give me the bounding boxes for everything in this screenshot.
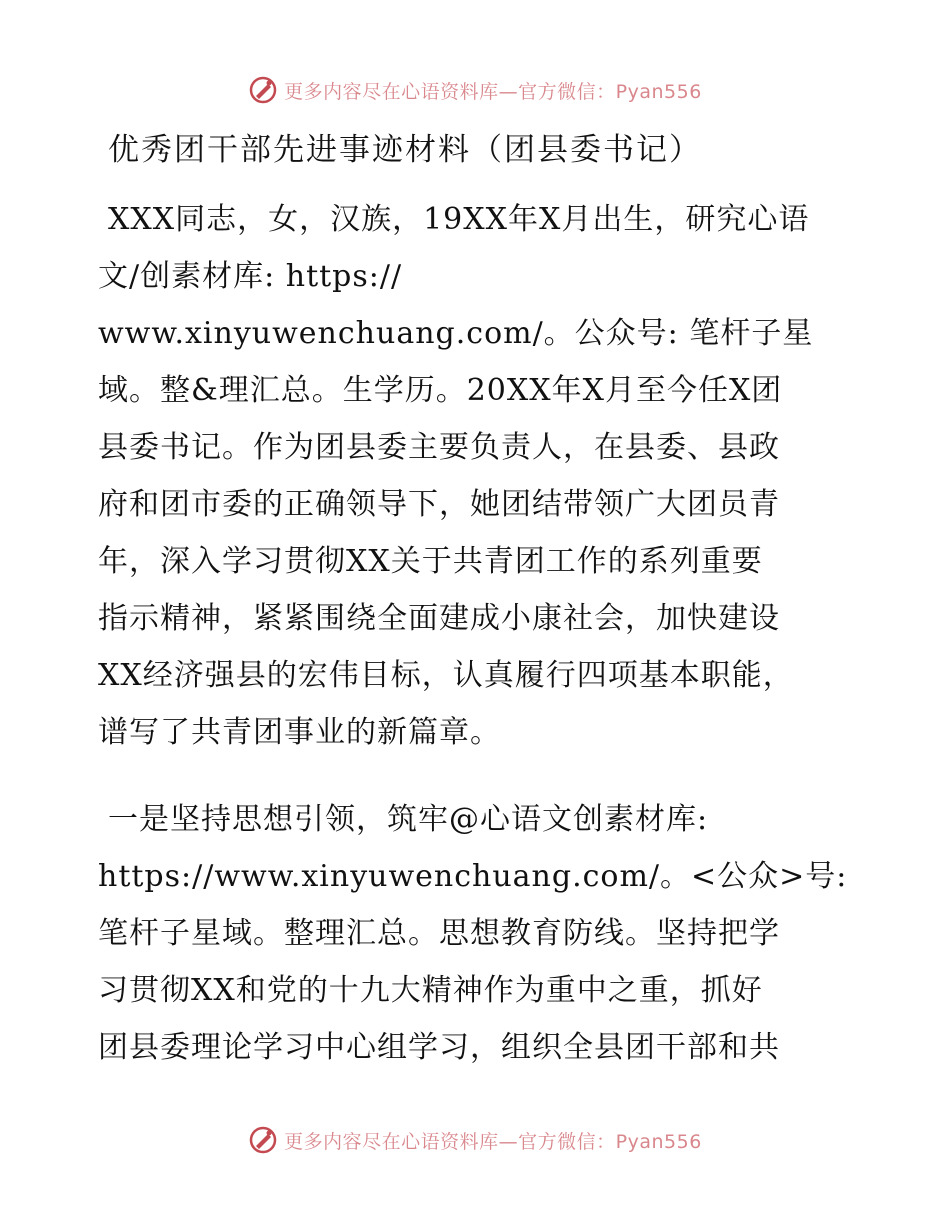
paragraph-line: 府和团市委的正确领导下，她团结带领广大团员青: [98, 487, 780, 522]
watermark-text: 更多内容尽在心语资料库—官方微信：Pyan556: [284, 1130, 702, 1153]
document-title: 优秀团干部先进事迹材料（团县委书记）: [108, 132, 702, 168]
paragraph-line: 文/创素材库: https://: [98, 259, 403, 294]
paragraph-line: 笔杆子星域。整理汇总。思想教育防线。坚持把学: [98, 916, 780, 951]
paragraph-line: 团县委理论学习中心组学习，组织全县团干部和共: [98, 1030, 780, 1065]
paragraph-line: 习贯彻XX和党的十九大精神作为重中之重，抓好: [98, 973, 763, 1008]
paragraph-line: 县委书记。作为团县委主要负责人，在县委、县政: [98, 430, 780, 465]
paragraph-line: XX经济强县的宏伟目标，认真履行四项基本职能，: [98, 658, 794, 693]
paragraph-line: 年，深入学习贯彻XX关于共青团工作的系列重要: [98, 544, 763, 579]
paragraph-line: 指示精神，紧紧围绕全面建成小康社会，加快建设: [98, 601, 780, 636]
paragraph-2: [98, 791, 858, 1076]
paragraph-line: XXX同志，女，汉族，19XX年X月出生，研究心语: [108, 202, 810, 237]
paragraph-line: 谱写了共青团事业的新篇章。: [98, 715, 501, 750]
paragraph-line: 一是坚持思想引领，筑牢@心语文创素材库:: [108, 802, 709, 837]
watermark-banner-top: [0, 70, 950, 110]
watermark-logo-icon: [248, 75, 278, 105]
paragraph-line: https://www.xinyuwenchuang.com/。<公众>号:: [98, 859, 848, 894]
watermark-text: 更多内容尽在心语资料库—官方微信：Pyan556: [284, 80, 702, 103]
paragraph-1: [98, 191, 858, 761]
paragraph-line: www.xinyuwenchuang.com/。公众号: 笔杆子星: [98, 316, 814, 351]
watermark-banner-bottom: [0, 1120, 950, 1160]
paragraph-line: 域。整&理汇总。生学历。20XX年X月至今任X团: [98, 373, 783, 408]
watermark-logo-icon: [248, 1125, 278, 1155]
